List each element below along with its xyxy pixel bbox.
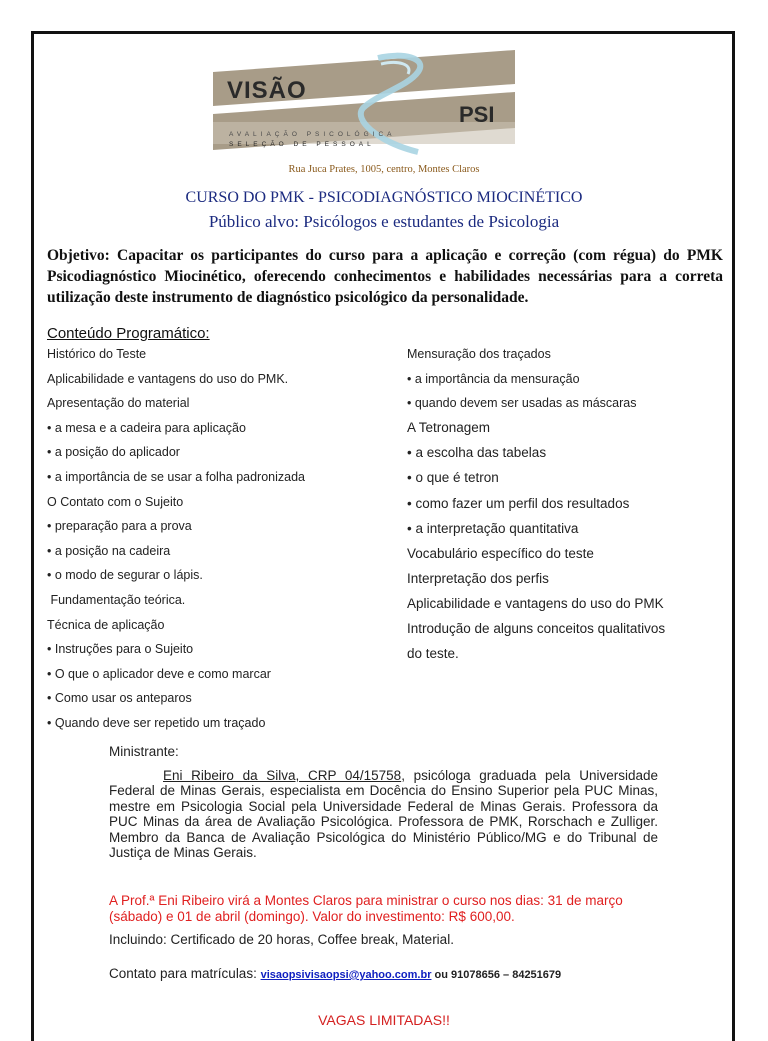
course-announcement: A Prof.ª Eni Ribeiro virá a Montes Claros para ministrar o curso nos dias: 31 de março (sábado) e 01 de abril (domingo). Valor do investimento: R$ 600,00. (109, 893, 623, 924)
logo-word-psi: PSI (459, 102, 495, 127)
address: Rua Juca Prates, 1005, centro, Montes Claros (288, 164, 480, 175)
list-item: Aplicabilidade e vantagens do uso do PMK. (47, 371, 289, 386)
list-item: • a importância da mensuração (407, 371, 580, 386)
list-item: • a posição do aplicador (47, 445, 180, 460)
list-item: • Instruções para o Sujeito (47, 642, 194, 657)
list-item: Apresentação do material (47, 396, 190, 411)
list-item: Mensuração dos traçados (407, 347, 551, 361)
list-item: O Contato com o Sujeito (47, 494, 184, 509)
logo-word-visao: VISÃO (227, 77, 307, 104)
list-item: Introdução de alguns conceitos qualitativos (407, 621, 666, 637)
content-list-right (407, 346, 665, 671)
list-item: • a posição na cadeira (47, 543, 171, 558)
list-item: A Tetronagem (407, 420, 491, 436)
list-item: Vocabulário específico do teste (407, 545, 594, 561)
list-item: • Quando deve ser repetido um traçado (47, 715, 266, 730)
list-item: • o que é tetron (407, 470, 499, 486)
objective-paragraph: Objetivo: Capacitar os participantes do curso para a aplicação e correção (com régua) do PMK Psicodiagnóstico Miocinético, oferecendo conhecimentos e habilidades necessárias para a correta utilização deste instrumento de diagnóstico psicológico da personalidade. (47, 247, 723, 306)
logo-tagline-2: SELEÇÃO DE PESSOAL (229, 141, 375, 148)
list-item: • o modo de segurar o lápis. (47, 568, 203, 583)
visao-psi-logo (213, 50, 515, 156)
list-item: Interpretação dos perfis (407, 570, 549, 586)
list-item: • como fazer um perfil dos resultados (407, 495, 630, 511)
list-item: • a interpretação quantitativa (407, 520, 579, 536)
list-item: • quando devem ser usadas as máscaras (407, 396, 637, 411)
course-title: CURSO DO PMK - PSICODIAGNÓSTICO MIOCINÉTICO (185, 189, 583, 206)
contact-phones: ou 91078656 – 84251679 (431, 969, 562, 981)
list-item: • a mesa e a cadeira para aplicação (47, 420, 246, 435)
content-heading: Conteúdo Programático: (47, 325, 210, 342)
contact-label: Contato para matrículas: (109, 966, 261, 981)
limited-spots-banner: VAGAS LIMITADAS!! (318, 1012, 450, 1028)
list-item: • preparação para a prova (47, 519, 192, 534)
list-item: Histórico do Teste (47, 347, 147, 361)
list-item: • Como usar os anteparos (47, 691, 192, 706)
list-item: • a importância de se usar a folha padronizada (47, 469, 306, 484)
list-item: Aplicabilidade e vantagens do uso do PMK (407, 595, 664, 611)
contact-line (109, 966, 561, 981)
instructor-label: Ministrante: (109, 744, 179, 759)
content-list-left (47, 346, 305, 740)
list-item: Técnica de aplicação (47, 617, 165, 632)
list-item: Fundamentação teórica. (47, 592, 186, 607)
list-item: • a escolha das tabelas (407, 445, 547, 461)
target-audience: Público alvo: Psicólogos e estudantes de Psicologia (208, 212, 560, 231)
logo-tagline-1: AVALIAÇÃO PSICOLÓGICA (229, 131, 396, 138)
instructor-name: Eni Ribeiro da Silva, CRP 04/15758 (163, 768, 402, 783)
list-item: • O que o aplicador deve e como marcar (47, 666, 271, 681)
instructor-bio (109, 768, 658, 860)
list-item: do teste. (407, 646, 459, 662)
contact-email-link[interactable]: visaopsivisaopsi@yahoo.com.br (260, 969, 432, 981)
includes-text: Incluindo: Certificado de 20 horas, Coffee break, Material. (109, 932, 454, 947)
instructor-bio-text: , psicóloga graduada pela Universidade Federal de Minas Gerais, especialista em Docência do Ensino Superior pela PUC Minas, mestre em Psicologia Social pela Universidade Federal de Minas Gerais. Professora da PUC Minas da área de Avaliação Psicológica. Professora de PMK, Rorschach e Zulliger. Membro da Banca de Avaliação Psicológica do Ministério Público/MG e do Tribunal de Justiça de Minas Gerais. (109, 768, 658, 861)
